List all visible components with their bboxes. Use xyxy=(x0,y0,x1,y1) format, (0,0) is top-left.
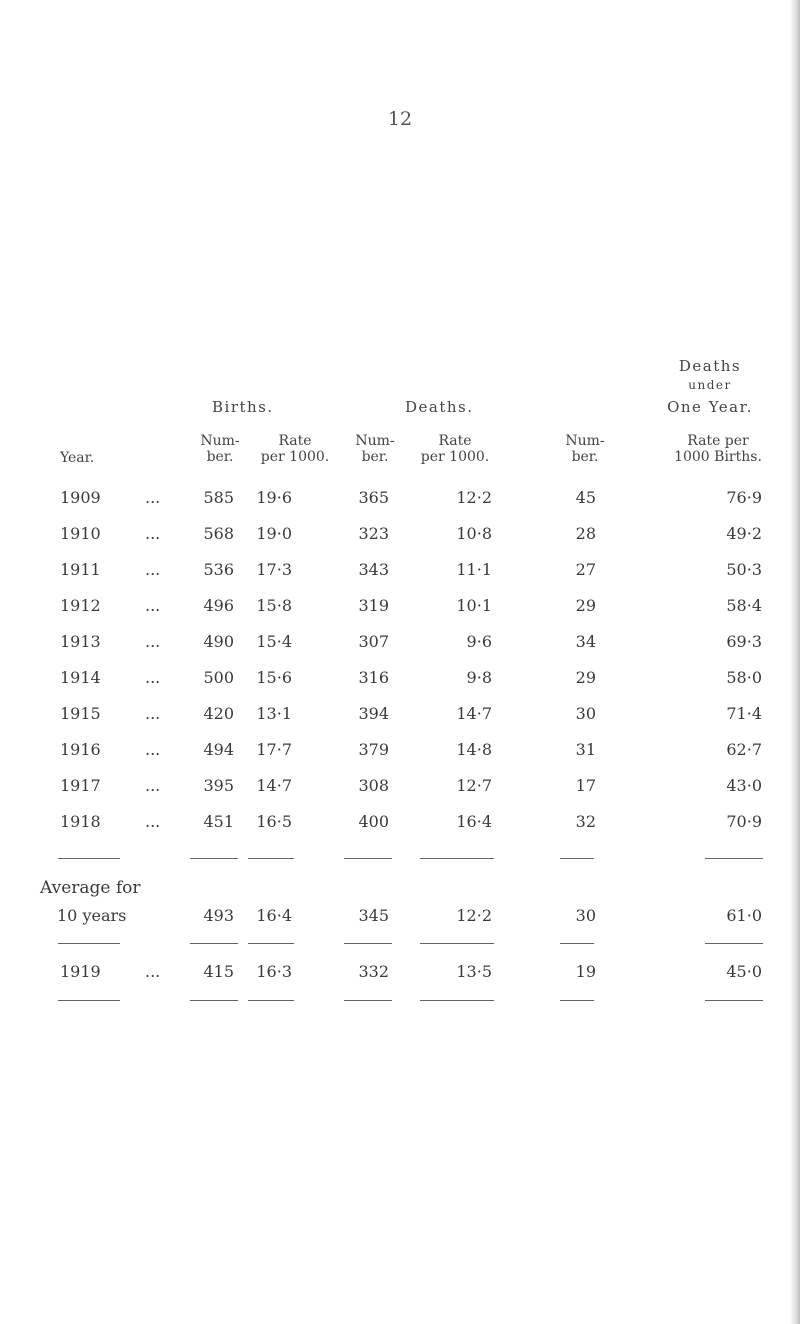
leader-dots: ... xyxy=(145,524,161,543)
infant-rate-cell: 71·4 xyxy=(726,704,762,723)
deaths-number-cell: 343 xyxy=(358,560,389,579)
births-number-cell: 500 xyxy=(203,668,234,687)
deaths-number-cell: 332 xyxy=(358,962,389,981)
births-number-cell: 451 xyxy=(203,812,234,831)
infant-rate-cell: 58·0 xyxy=(726,668,762,687)
deaths-number-cell: 365 xyxy=(358,488,389,507)
year-cell: 1918 xyxy=(60,812,101,831)
deaths-number-cell: 316 xyxy=(358,668,389,687)
infant-number-cell: 17 xyxy=(575,776,596,795)
infant-number-cell: 28 xyxy=(575,524,596,543)
table-row-1919 xyxy=(0,962,800,986)
header-deaths-number-l1: Num- xyxy=(355,433,395,449)
header-infant-number-l2: ber. xyxy=(571,449,599,465)
births-rate-cell: 17·7 xyxy=(256,740,292,759)
header-infant-rate-l2: 1000 Births. xyxy=(674,449,762,465)
leader-dots: ... xyxy=(145,632,161,651)
header-infant-line2: under xyxy=(688,378,732,392)
year-cell: 1910 xyxy=(60,524,101,543)
births-number-cell: 420 xyxy=(203,704,234,723)
deaths-rate-cell: 9·6 xyxy=(466,632,492,651)
year-cell: 1913 xyxy=(60,632,101,651)
births-number-cell: 490 xyxy=(203,632,234,651)
header-births-number-l2: ber. xyxy=(206,449,234,465)
deaths-rate-cell: 14·8 xyxy=(456,740,492,759)
year-cell: 1919 xyxy=(60,962,101,981)
table-row xyxy=(0,776,800,800)
infant-number-cell: 29 xyxy=(575,668,596,687)
rule xyxy=(190,1000,238,1001)
rule xyxy=(248,858,294,859)
average-row xyxy=(0,906,800,930)
header-infant-number xyxy=(555,433,615,465)
leader-dots: ... xyxy=(145,962,161,981)
year-cell: 1916 xyxy=(60,740,101,759)
infant-number-cell: 19 xyxy=(575,962,596,981)
header-births-rate xyxy=(250,433,340,465)
leader-dots: ... xyxy=(145,488,161,507)
header-year: Year. xyxy=(60,450,95,466)
avg-births-number-cell: 493 xyxy=(203,906,234,925)
header-births-rate-l2: per 1000. xyxy=(260,449,330,465)
deaths-rate-cell: 9·8 xyxy=(466,668,492,687)
infant-rate-cell: 69·3 xyxy=(726,632,762,651)
deaths-number-cell: 394 xyxy=(358,704,389,723)
table-row xyxy=(0,740,800,764)
rule xyxy=(560,1000,594,1001)
avg-infant-number-cell: 30 xyxy=(575,906,596,925)
rule xyxy=(58,1000,120,1001)
infant-number-cell: 30 xyxy=(575,704,596,723)
rule xyxy=(420,943,494,944)
infant-number-cell: 31 xyxy=(575,740,596,759)
births-number-cell: 568 xyxy=(203,524,234,543)
births-rate-cell: 19·6 xyxy=(256,488,292,507)
header-infant-rate-l1: Rate per xyxy=(687,433,749,449)
rule xyxy=(560,858,594,859)
rule xyxy=(344,858,392,859)
births-number-cell: 585 xyxy=(203,488,234,507)
year-cell: 1915 xyxy=(60,704,101,723)
rule xyxy=(420,858,494,859)
table-row xyxy=(0,812,800,836)
leader-dots: ... xyxy=(145,704,161,723)
rule xyxy=(344,1000,392,1001)
header-infant-rate xyxy=(658,433,778,465)
rule xyxy=(420,1000,494,1001)
infant-number-cell: 27 xyxy=(575,560,596,579)
deaths-rate-cell: 13·5 xyxy=(456,962,492,981)
infant-rate-cell: 43·0 xyxy=(726,776,762,795)
rule xyxy=(344,943,392,944)
header-deaths-number xyxy=(350,433,400,465)
rule xyxy=(248,1000,294,1001)
average-label-line2: 10 years xyxy=(57,906,127,925)
page-number: 12 xyxy=(387,108,413,130)
deaths-number-cell: 319 xyxy=(358,596,389,615)
year-cell: 1912 xyxy=(60,596,101,615)
infant-rate-cell: 76·9 xyxy=(726,488,762,507)
births-rate-cell: 16·5 xyxy=(256,812,292,831)
births-number-cell: 496 xyxy=(203,596,234,615)
deaths-rate-cell: 12·7 xyxy=(456,776,492,795)
births-rate-cell: 13·1 xyxy=(256,704,292,723)
table-row xyxy=(0,560,800,584)
births-rate-cell: 19·0 xyxy=(256,524,292,543)
births-rate-cell: 17·3 xyxy=(256,560,292,579)
births-rate-cell: 14·7 xyxy=(256,776,292,795)
infant-rate-cell: 62·7 xyxy=(726,740,762,759)
infant-number-cell: 32 xyxy=(575,812,596,831)
infant-rate-cell: 49·2 xyxy=(726,524,762,543)
rule xyxy=(190,858,238,859)
year-cell: 1909 xyxy=(60,488,101,507)
header-infant-number-l1: Num- xyxy=(565,433,605,449)
deaths-rate-cell: 11·1 xyxy=(456,560,492,579)
header-deaths-rate-l1: Rate xyxy=(438,433,472,449)
infant-number-cell: 29 xyxy=(575,596,596,615)
header-infant-line1: Deaths xyxy=(678,357,742,375)
header-infant-line3: One Year. xyxy=(667,398,753,416)
table-row xyxy=(0,668,800,692)
table-row xyxy=(0,704,800,728)
deaths-rate-cell: 16·4 xyxy=(456,812,492,831)
infant-number-cell: 45 xyxy=(575,488,596,507)
header-births-number-l1: Num- xyxy=(200,433,240,449)
rule xyxy=(705,1000,763,1001)
infant-rate-cell: 45·0 xyxy=(726,962,762,981)
infant-rate-cell: 50·3 xyxy=(726,560,762,579)
avg-infant-rate-cell: 61·0 xyxy=(726,906,762,925)
avg-deaths-rate-cell: 12·2 xyxy=(456,906,492,925)
rule xyxy=(248,943,294,944)
births-number-cell: 415 xyxy=(203,962,234,981)
leader-dots: ... xyxy=(145,560,161,579)
table-row xyxy=(0,524,800,548)
header-deaths-rate-l2: per 1000. xyxy=(420,449,490,465)
births-rate-cell: 15·8 xyxy=(256,596,292,615)
deaths-number-cell: 379 xyxy=(358,740,389,759)
header-births: Births. xyxy=(212,398,274,416)
rule xyxy=(560,943,594,944)
deaths-rate-cell: 10·8 xyxy=(456,524,492,543)
infant-rate-cell: 58·4 xyxy=(726,596,762,615)
deaths-rate-cell: 12·2 xyxy=(456,488,492,507)
births-rate-cell: 15·4 xyxy=(256,632,292,651)
leader-dots: ... xyxy=(145,596,161,615)
avg-deaths-number-cell: 345 xyxy=(358,906,389,925)
births-number-cell: 494 xyxy=(203,740,234,759)
year-cell: 1917 xyxy=(60,776,101,795)
page-edge-shadow xyxy=(790,0,800,1324)
rule xyxy=(190,943,238,944)
deaths-number-cell: 323 xyxy=(358,524,389,543)
births-number-cell: 536 xyxy=(203,560,234,579)
births-rate-cell: 15·6 xyxy=(256,668,292,687)
deaths-rate-cell: 14·7 xyxy=(456,704,492,723)
deaths-number-cell: 307 xyxy=(358,632,389,651)
leader-dots: ... xyxy=(145,740,161,759)
rule xyxy=(58,943,120,944)
avg-births-rate-cell: 16·4 xyxy=(256,906,292,925)
leader-dots: ... xyxy=(145,776,161,795)
header-births-number xyxy=(195,433,245,465)
table-row xyxy=(0,632,800,656)
rule xyxy=(58,858,120,859)
births-rate-cell: 16·3 xyxy=(256,962,292,981)
header-deaths-rate xyxy=(400,433,510,465)
header-deaths: Deaths. xyxy=(405,398,474,416)
deaths-rate-cell: 10·1 xyxy=(456,596,492,615)
table-row xyxy=(0,596,800,620)
rule xyxy=(705,943,763,944)
average-label-line1: Average for xyxy=(40,878,141,898)
year-cell: 1914 xyxy=(60,668,101,687)
infant-rate-cell: 70·9 xyxy=(726,812,762,831)
year-cell: 1911 xyxy=(60,560,101,579)
deaths-number-cell: 308 xyxy=(358,776,389,795)
leader-dots: ... xyxy=(145,668,161,687)
header-deaths-number-l2: ber. xyxy=(361,449,389,465)
infant-number-cell: 34 xyxy=(575,632,596,651)
births-number-cell: 395 xyxy=(203,776,234,795)
rule xyxy=(705,858,763,859)
deaths-number-cell: 400 xyxy=(358,812,389,831)
table-row xyxy=(0,488,800,512)
header-births-rate-l1: Rate xyxy=(278,433,312,449)
leader-dots: ... xyxy=(145,812,161,831)
